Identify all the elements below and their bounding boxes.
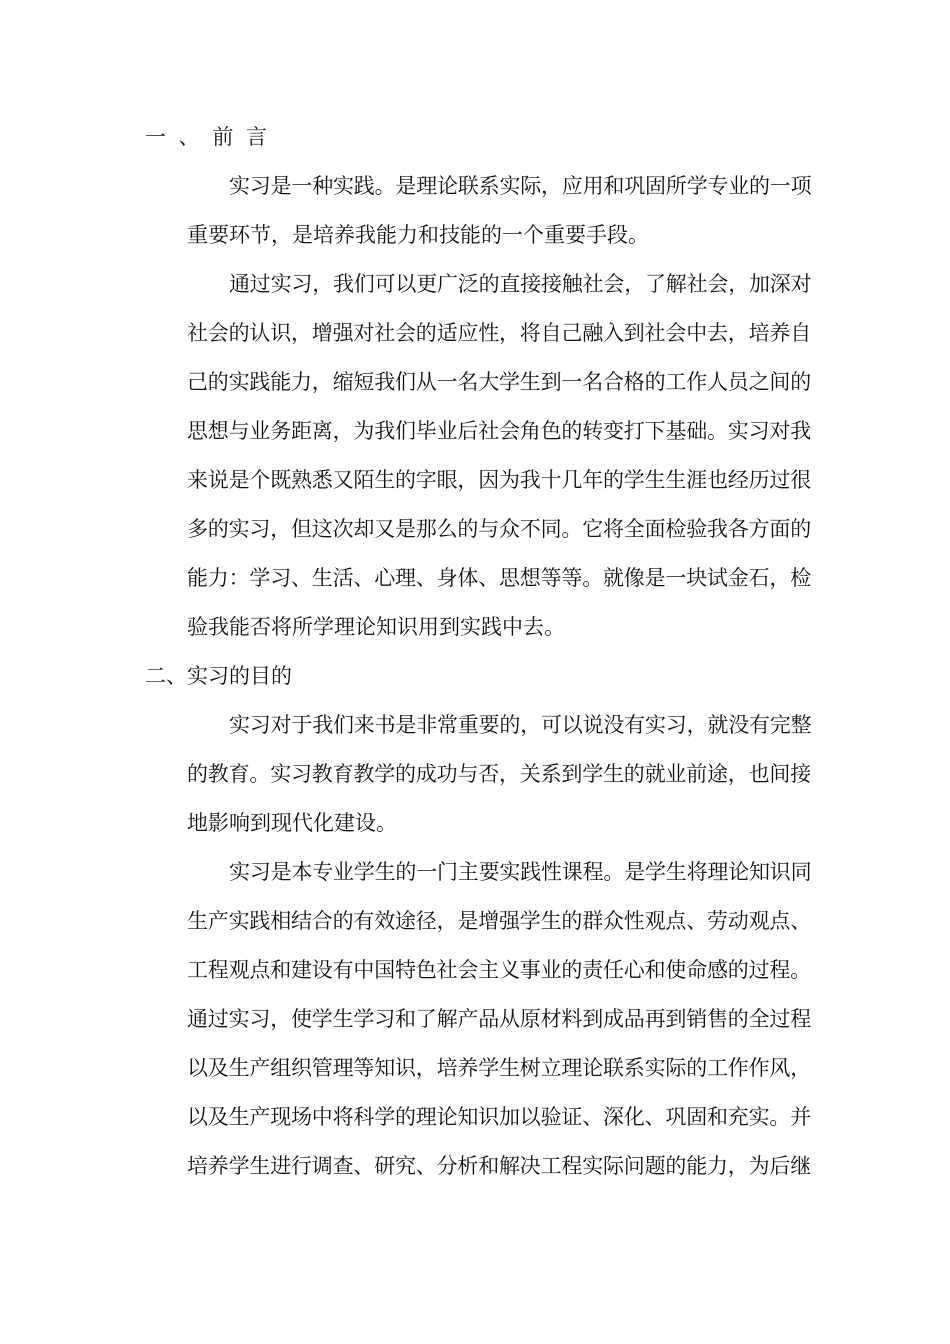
paragraph: [145, 260, 810, 652]
text-line: 地影响到现代化建设。: [187, 811, 397, 835]
text-line: 通过实习，使学生学习和了解产品从原材料到成品再到销售的全过程: [187, 1007, 811, 1031]
paragraph: [145, 848, 810, 1191]
text-line: 的教育。实习教育教学的成功与否，关系到学生的就业前途，也间接: [187, 762, 811, 786]
paragraph: [145, 162, 810, 260]
section-heading-preface: 一 、 前 言: [145, 125, 271, 149]
text-line: 重要环节，是培养我能力和技能的一个重要手段。: [187, 223, 649, 247]
text-line: 培养学生进行调查、研究、分析和解决工程实际问题的能力，为后继: [187, 1154, 811, 1178]
text-line: 思想与业务距离，为我们毕业后社会角色的转变打下基础。实习对我: [187, 419, 811, 443]
text-line: 通过实习，我们可以更广泛的直接接触社会，了解社会，加深对: [229, 272, 812, 296]
document-page: [145, 113, 810, 1191]
text-line: 己的实践能力，缩短我们从一名大学生到一名合格的工作人员之间的: [187, 370, 811, 394]
section-heading-purpose: 二、实习的目的: [145, 664, 292, 688]
text-line: 多的实习，但这次却又是那么的与众不同。它将全面检验我各方面的: [187, 517, 811, 541]
text-line: 实习对于我们来书是非常重要的，可以说没有实习，就没有完整: [229, 713, 812, 737]
text-line: 能力：学习、生活、心理、身体、思想等等。就像是一块试金石，检: [187, 566, 811, 590]
text-line: 来说是个既熟悉又陌生的字眼，因为我十几年的学生生涯也经历过很: [187, 468, 811, 492]
text-line: 社会的认识，增强对社会的适应性，将自己融入到社会中去，培养自: [187, 321, 811, 345]
text-line: 实习是本专业学生的一门主要实践性课程。是学生将理论知识同: [229, 860, 812, 884]
text-line: 验我能否将所学理论知识用到实践中去。: [187, 615, 565, 639]
text-line: 生产实践相结合的有效途径，是增强学生的群众性观点、劳动观点、: [187, 909, 811, 933]
text-line: 工程观点和建设有中国特色社会主义事业的责任心和使命感的过程。: [187, 958, 811, 982]
text-line: 实习是一种实践。是理论联系实际，应用和巩固所学专业的一项: [229, 174, 812, 198]
paragraph: [145, 701, 810, 848]
text-line: 以及生产组织管理等知识，培养学生树立理论联系实际的工作作风，: [187, 1056, 811, 1080]
text-line: 以及生产现场中将科学的理论知识加以验证、深化、巩固和充实。并: [187, 1105, 811, 1129]
